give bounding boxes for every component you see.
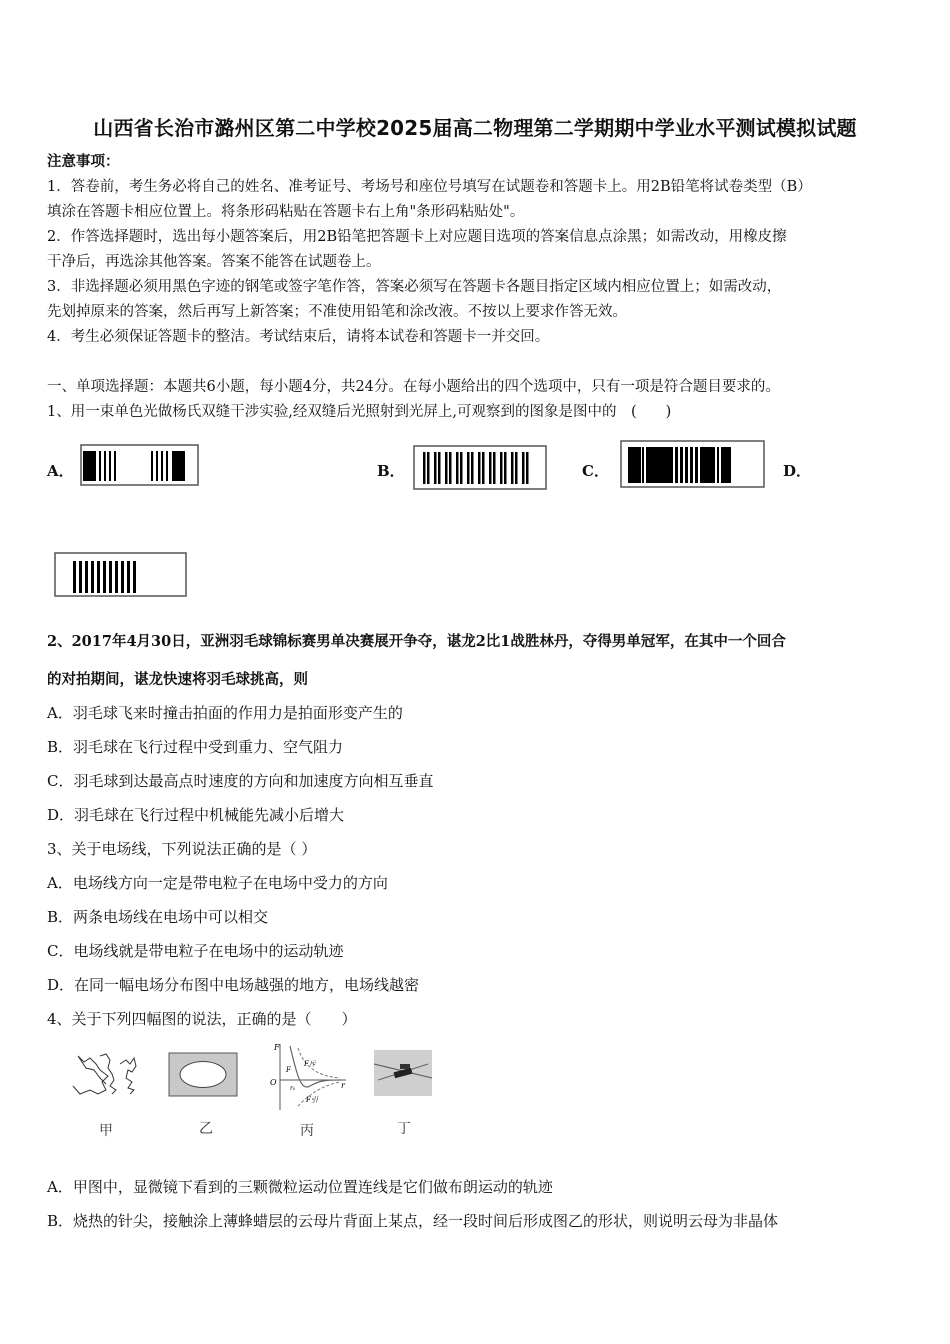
fringe-image-b: [413, 445, 548, 491]
q3-option-d: D．在同一幅电场分布图中电场越强的地方，电场线越密: [47, 976, 420, 994]
fringe-image-c: [620, 440, 766, 490]
q2-option-c: C．羽毛球到达最高点时速度的方向和加速度方向相互垂直: [47, 772, 434, 790]
q2-option-d: D．羽毛球在飞行过程中机械能先减小后增大: [47, 806, 345, 824]
q2-option-b: B．羽毛球在飞行过程中受到重力、空气阻力: [47, 738, 344, 756]
note-line: 先划掉原来的答案，然后再写上新答案；不准使用铅笔和涂改液。不按以上要求作答无效。: [47, 304, 627, 320]
figure-caption-bing: 丙: [300, 1123, 314, 1139]
graph-attract-label: F引: [306, 1096, 318, 1104]
fringe-image-d: [54, 552, 188, 598]
q1-label-c: C．: [582, 462, 609, 480]
q1-label-a: A．: [47, 462, 74, 480]
q3-stem: 3、关于电场线，下列说法正确的是（ ）: [47, 840, 317, 858]
figure-caption-yi: 乙: [199, 1121, 213, 1137]
fringe-image-a: [80, 444, 200, 488]
q4-option-a: A．甲图中，显微镜下看到的三颗微粒运动位置连线是它们做布朗运动的轨迹: [47, 1178, 553, 1196]
note-line: 干净后，再选涂其他答案。答案不能答在试题卷上。: [47, 254, 381, 270]
section-heading: 一、单项选择题：本题共6小题，每小题4分，共24分。在每小题给出的四个选项中，只有一项是符合题目要求的。: [47, 379, 780, 395]
graph-origin-label: O: [270, 1078, 277, 1087]
q1-label-d: D．: [783, 462, 812, 480]
q2-stem: 2、2017年4月30日，亚洲羽毛球锦标赛男单决赛展开争夺，谌龙2比1战胜林丹，夺得男单冠军，在其中一个回合: [47, 633, 786, 650]
molecular-force-graph: [268, 1040, 348, 1112]
brownian-motion-figure: [70, 1050, 142, 1100]
mica-wax-figure: [168, 1052, 238, 1097]
page-title: 山西省长治市潞州区第二中学校2025届高二物理第二学期期中学业水平测试模拟试题: [93, 116, 857, 140]
note-line: 1．答卷前，考生务必将自己的姓名、准考证号、考场号和座位号填写在试题卷和答题卡上。用2B铅笔将试卷类型（B）: [47, 179, 812, 195]
figure-caption-ding: 丁: [397, 1121, 411, 1137]
q2-stem-cont: 的对拍期间，谌龙快速将羽毛球挑高，则: [47, 671, 308, 688]
q3-option-b: B．两条电场线在电场中可以相交: [47, 908, 269, 926]
q3-option-a: A．电场线方向一定是带电粒子在电场中受力的方向: [47, 874, 388, 892]
q1-label-b: B．: [377, 462, 405, 480]
q4-option-b: B．烧热的针尖，接触涂上薄蜂蜡层的云母片背面上某点，经一段时间后形成图乙的形状，则说明云母为非晶体: [47, 1212, 779, 1230]
note-line: 2．作答选择题时，选出每小题答案后，用2B铅笔把答题卡上对应题目选项的答案信息点涂黑；如需改动，用橡皮擦: [47, 229, 787, 245]
note-line: 4．考生必须保证答题卡的整洁。考试结束后，请将本试卷和答题卡一并交回。: [47, 329, 550, 345]
notes-heading: 注意事项：: [47, 153, 120, 170]
figure-caption-jia: 甲: [99, 1123, 113, 1139]
graph-repulse-label: F斥: [304, 1060, 316, 1068]
graph-x-label: r: [341, 1081, 345, 1090]
q2-option-a: A．羽毛球飞来时撞击拍面的作用力是拍面形变产生的: [47, 704, 403, 722]
crystal-photo-figure: [374, 1050, 432, 1096]
graph-curve-label: F: [286, 1066, 291, 1074]
note-line: 填涂在答题卡相应位置上。将条形码粘贴在答题卡右上角"条形码粘贴处"。: [47, 204, 525, 220]
q4-stem: 4、关于下列四幅图的说法，正确的是（ ）: [47, 1010, 357, 1028]
q1-stem: 1、用一束单色光做杨氏双缝干涉实验,经双缝后光照射到光屏上,可观察到的图象是图中的 ( ): [47, 404, 672, 420]
q3-option-c: C．电场线就是带电粒子在电场中的运动轨迹: [47, 942, 344, 960]
note-line: 3．非选择题必须用黑色字迹的钢笔或签字笔作答，答案必须写在答题卡各题目指定区域内相应位置上；如需改动，: [47, 279, 782, 295]
graph-r0-label: r₀: [290, 1085, 296, 1092]
graph-y-label: F: [274, 1043, 280, 1052]
